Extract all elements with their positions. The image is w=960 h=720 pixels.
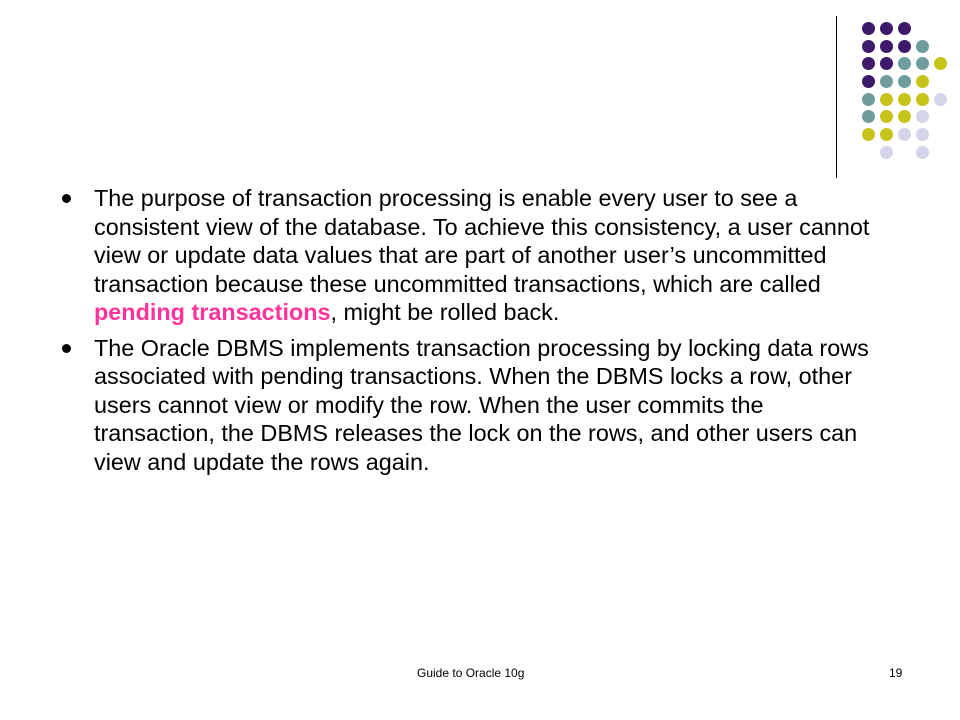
- decorative-dot: [916, 57, 929, 70]
- bullet-text: [94, 184, 886, 327]
- bullet-icon: [62, 344, 71, 353]
- page-number: 19: [889, 666, 903, 680]
- decorative-dot: [880, 40, 893, 53]
- decorative-dot: [934, 57, 947, 70]
- decorative-dot: [862, 93, 875, 106]
- decorative-dot: [898, 128, 911, 141]
- decorative-dot: [934, 93, 947, 106]
- decorative-dot: [898, 22, 911, 35]
- decorative-dot: [880, 57, 893, 70]
- bullet-text: The Oracle DBMS implements transaction processing by locking data rows associated with pending transactions. When the DBMS locks a row, other users cannot view or modify the row. When the user commits the transaction, the DBMS releases the lock on the rows, and other users can view and update the rows again.: [94, 334, 869, 475]
- decorative-dot: [898, 40, 911, 53]
- bullet-text-part: , might be rolled back.: [330, 299, 560, 325]
- decorative-dot: [916, 93, 929, 106]
- decorative-dot: [916, 146, 929, 159]
- decorative-dot: [862, 40, 875, 53]
- decorative-dot-grid: [0, 0, 960, 180]
- decorative-dot: [898, 93, 911, 106]
- decorative-dot: [898, 75, 911, 88]
- decorative-dot: [862, 110, 875, 123]
- decorative-dot: [880, 146, 893, 159]
- decorative-dot: [862, 57, 875, 70]
- decorative-dot: [880, 128, 893, 141]
- decorative-dot: [880, 93, 893, 106]
- decorative-dot: [916, 110, 929, 123]
- decorative-dot: [862, 75, 875, 88]
- slide-content: [62, 184, 898, 483]
- decorative-dot: [916, 75, 929, 88]
- decorative-dot: [880, 22, 893, 35]
- decorative-dot: [880, 110, 893, 123]
- highlight-term: pending transactions: [94, 299, 331, 325]
- bullet-text-part: The purpose of transaction processing is enable every user to see a consistent view of the database. To achieve this consistency, a user cannot view or update data values that are part of another user’s uncommitted transaction because these uncommitted transactions, which are called: [94, 185, 870, 297]
- decorative-dot: [916, 40, 929, 53]
- bullet-icon: [62, 194, 71, 203]
- footer-title: Guide to Oracle 10g: [417, 666, 525, 680]
- decorative-dot: [880, 75, 893, 88]
- bullet-item: [62, 334, 898, 477]
- decorative-dot: [862, 22, 875, 35]
- decorative-dot: [862, 128, 875, 141]
- decorative-dot: [898, 110, 911, 123]
- decorative-dot: [898, 57, 911, 70]
- decorative-dot: [916, 128, 929, 141]
- bullet-item: [62, 184, 898, 327]
